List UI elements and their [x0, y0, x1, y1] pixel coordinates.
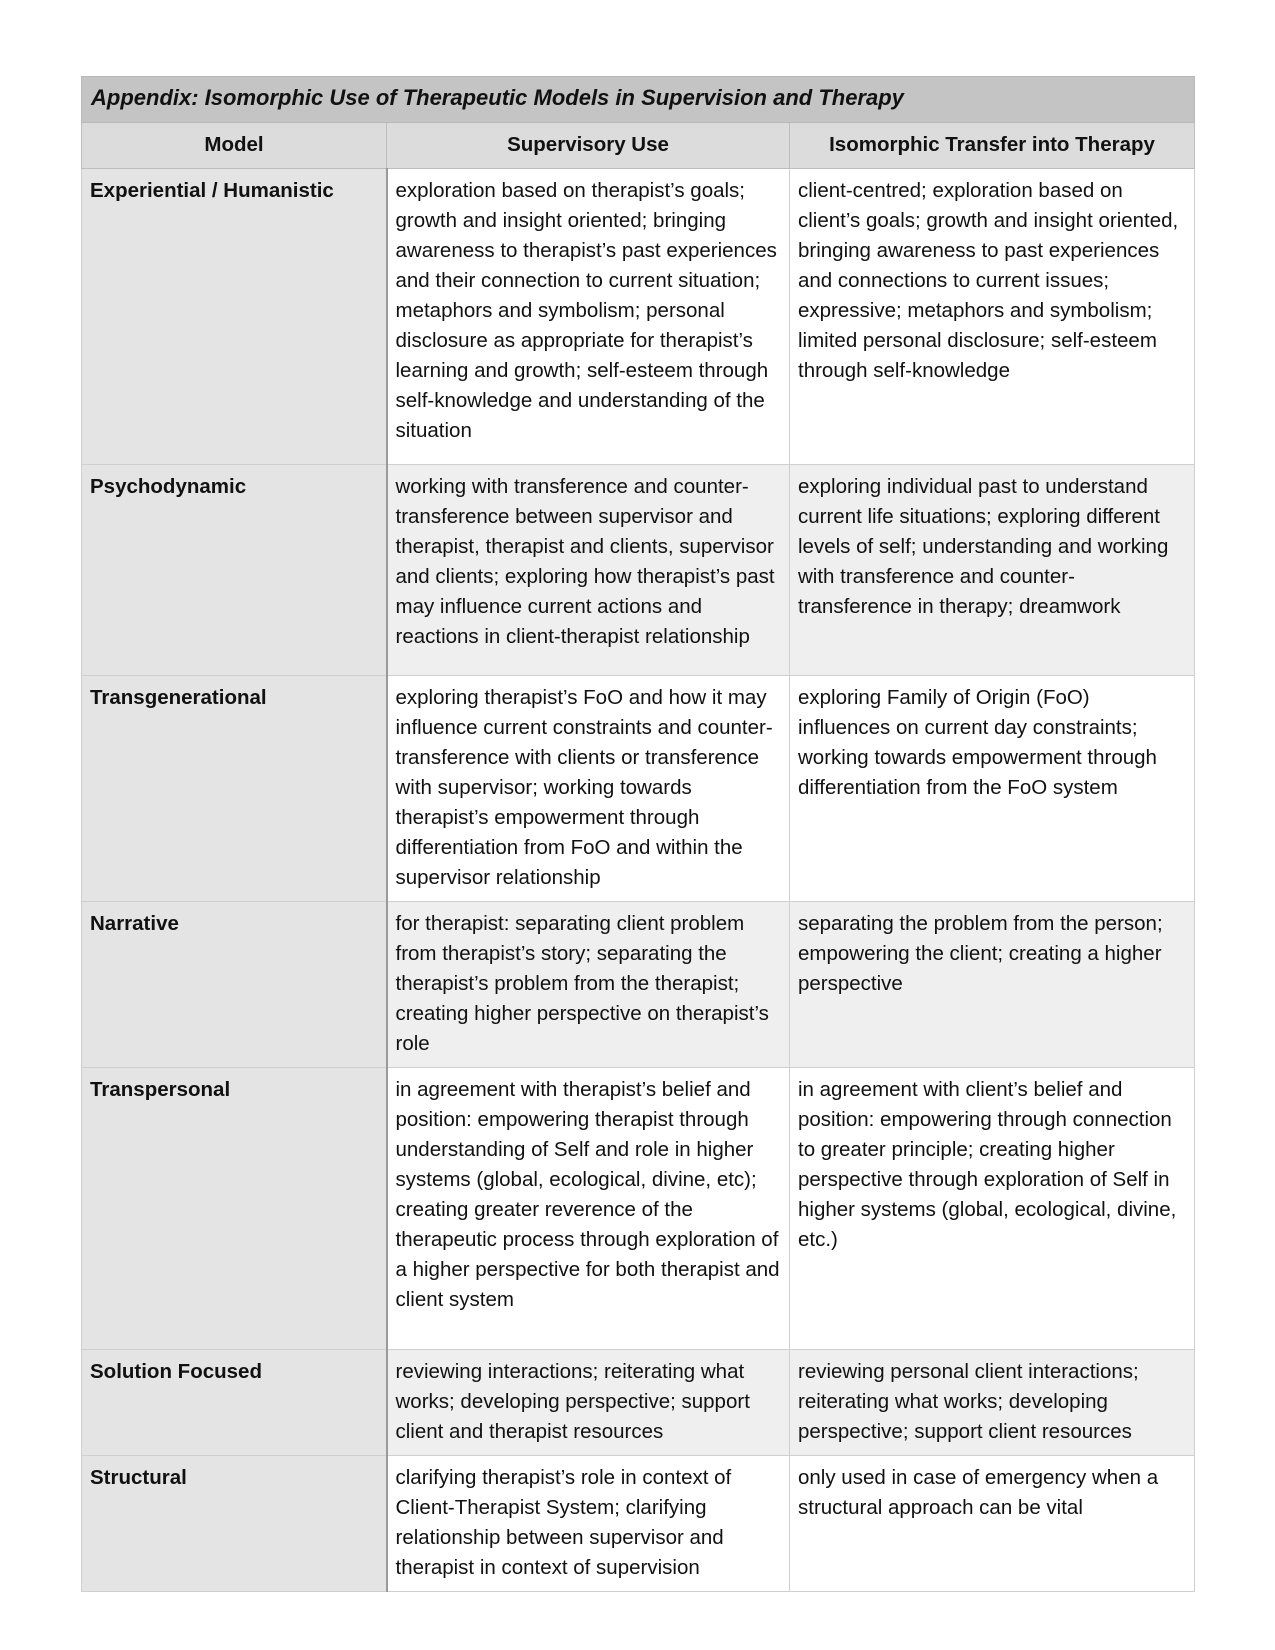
therapy-transfer-cell: client-centred; exploration based on client’s goals; growth and insight oriented, bringing awareness to past experiences and connections to current issues; expressive; metaphors and symbolism; limited personal disclosure; self-esteem through self-knowledge	[790, 169, 1195, 465]
therapy-transfer-cell: separating the problem from the person; empowering the client; creating a higher perspective	[790, 902, 1195, 1068]
table-row	[82, 169, 1195, 465]
table-row	[82, 902, 1195, 1068]
table-row	[82, 465, 1195, 676]
table-title: Appendix: Isomorphic Use of Therapeutic Models in Supervision and Therapy	[82, 77, 1195, 123]
therapy-transfer-cell: exploring Family of Origin (FoO) influences on current day constraints; working towards empowerment through differentiation from the FoO system	[790, 676, 1195, 902]
supervisory-use-cell: working with transference and counter-transference between supervisor and therapist, therapist and clients, supervisor and clients; exploring how therapist’s past may influence current actions and reactions in client-therapist relationship	[387, 465, 790, 676]
therapy-transfer-cell: only used in case of emergency when a structural approach can be vital	[790, 1456, 1195, 1592]
supervisory-use-cell: clarifying therapist’s role in context of Client-Therapist System; clarifying relationship between supervisor and therapist in context of supervision	[387, 1456, 790, 1592]
table-header-row	[82, 123, 1195, 169]
supervisory-use-cell: for therapist: separating client problem from therapist’s story; separating the therapist’s problem from the therapist; creating higher perspective on therapist’s role	[387, 902, 790, 1068]
appendix-table	[81, 76, 1195, 1592]
supervisory-use-cell: in agreement with therapist’s belief and position: empowering therapist through understanding of Self and role in higher systems (global, ecological, divine, etc); creating greater reverence of the therapeutic process through exploration of a higher perspective for both therapist and client system	[387, 1068, 790, 1350]
column-header-model: Model	[82, 123, 387, 169]
table-title-row	[82, 77, 1195, 123]
supervisory-use-cell: reviewing interactions; reiterating what works; developing perspective; support client and therapist resources	[387, 1350, 790, 1456]
therapy-transfer-cell: exploring individual past to understand current life situations; exploring different levels of self; understanding and working with transference and counter-transference in therapy; dreamwork	[790, 465, 1195, 676]
supervisory-use-cell: exploring therapist’s FoO and how it may influence current constraints and counter-transference with clients or transference with supervisor; working towards therapist’s empowerment through differentiation from FoO and within the supervisor relationship	[387, 676, 790, 902]
table-row	[82, 1456, 1195, 1592]
model-name: Psychodynamic	[82, 465, 387, 676]
model-name: Transgenerational	[82, 676, 387, 902]
model-name: Solution Focused	[82, 1350, 387, 1456]
therapy-transfer-cell: reviewing personal client interactions; reiterating what works; developing perspective; support client resources	[790, 1350, 1195, 1456]
model-name: Narrative	[82, 902, 387, 1068]
table-row	[82, 676, 1195, 902]
model-name: Experiential / Humanistic	[82, 169, 387, 465]
model-name: Structural	[82, 1456, 387, 1592]
column-header-supervisory-use: Supervisory Use	[387, 123, 790, 169]
supervisory-use-cell: exploration based on therapist’s goals; growth and insight oriented; bringing awareness to therapist’s past experiences and their connection to current situation; metaphors and symbolism; personal disclosure as appropriate for therapist’s learning and growth; self-esteem through self-knowledge and understanding of the situation	[387, 169, 790, 465]
column-header-isomorphic-transfer: Isomorphic Transfer into Therapy	[790, 123, 1195, 169]
model-name: Transpersonal	[82, 1068, 387, 1350]
table-row	[82, 1068, 1195, 1350]
table-row	[82, 1350, 1195, 1456]
therapy-transfer-cell: in agreement with client’s belief and position: empowering through connection to greater principle; creating higher perspective through exploration of Self in higher systems (global, ecological, divine, etc.)	[790, 1068, 1195, 1350]
